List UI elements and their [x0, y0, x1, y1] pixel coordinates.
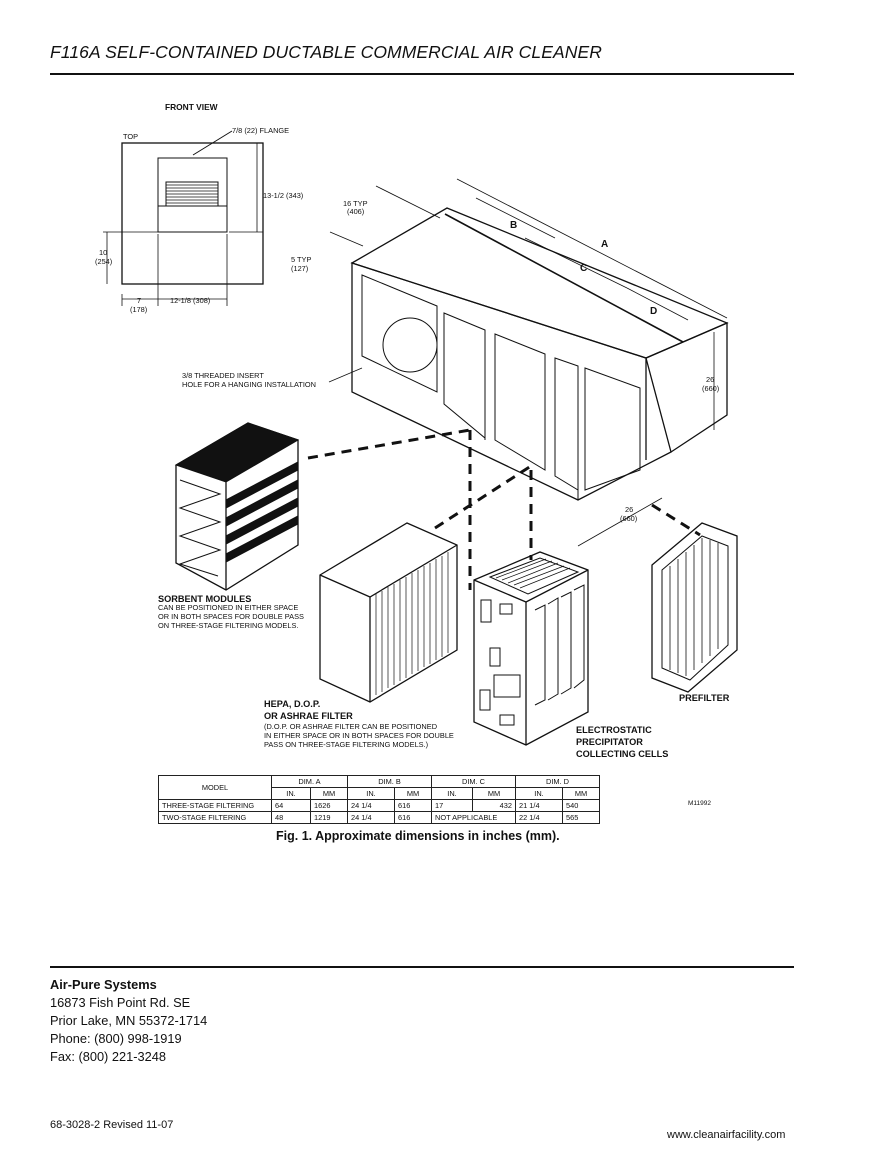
- table-header-dim-b: DIM. B: [348, 776, 432, 788]
- table-cell: 616: [395, 800, 432, 812]
- typ5-label: 5 TYP: [291, 255, 312, 264]
- table-subheader-mm: MM: [395, 788, 432, 800]
- typ16-mm-label: (406): [347, 207, 365, 216]
- front-view-outline: [122, 143, 263, 284]
- hepa-line-3: PASS ON THREE-STAGE FILTERING MODELS.): [264, 740, 429, 749]
- dim-d-label: D: [650, 306, 658, 317]
- unit-depth-mm-label: (660): [620, 514, 638, 523]
- company-address-1: 16873 Fish Point Rd. SE: [50, 995, 191, 1010]
- unit-depth-label: 26: [625, 505, 634, 514]
- typ5-mm-label: (127): [291, 264, 309, 273]
- company-address-2: Prior Lake, MN 55372-1714: [50, 1013, 208, 1028]
- figure-code: M11992: [688, 800, 712, 807]
- hepa-line-2: IN EITHER SPACE OR IN BOTH SPACES FOR DOUBLE: [264, 731, 454, 740]
- table-subheader-in: IN.: [272, 788, 311, 800]
- document-title: F116A SELF-CONTAINED DUCTABLE COMMERCIAL AIR CLEANER: [50, 42, 603, 62]
- company-fax: Fax: (800) 221-3248: [50, 1049, 166, 1064]
- table-subheader-in: IN.: [516, 788, 563, 800]
- table-cell-model: THREE-STAGE FILTERING: [159, 800, 272, 812]
- table-header-dim-d: DIM. D: [516, 776, 600, 788]
- table-subheader-mm: MM: [563, 788, 600, 800]
- table-cell-model: TWO-STAGE FILTERING: [159, 812, 272, 824]
- table-cell: 540: [563, 800, 600, 812]
- height-label: 13-1/2 (343): [263, 191, 304, 200]
- bottom-left-mm-label: (178): [130, 305, 148, 314]
- table-row: [159, 800, 600, 812]
- hepa-title-2: OR ASHRAE FILTER: [264, 711, 353, 721]
- table-cell: 432: [473, 800, 516, 812]
- table-cell: 22 1/4: [516, 812, 563, 824]
- unit-height-mm-label: (660): [702, 384, 720, 393]
- hepa-line-1: (D.O.P. OR ASHRAE FILTER CAN BE POSITIONED: [264, 722, 438, 731]
- company-name: Air-Pure Systems: [50, 977, 157, 992]
- table-header-dim-c: DIM. C: [432, 776, 516, 788]
- table-cell: 48: [272, 812, 311, 824]
- website-link[interactable]: www.cleanairfacility.com: [667, 1129, 786, 1141]
- company-info: [50, 976, 207, 1066]
- hepa-title-1: HEPA, D.O.P.: [264, 699, 321, 709]
- table-cell: 24 1/4: [348, 812, 395, 824]
- table-row: [159, 812, 600, 824]
- company-phone: Phone: (800) 998-1919: [50, 1031, 182, 1046]
- dim-b-label: B: [510, 220, 518, 231]
- insert-label-2: HOLE FOR A HANGING INSTALLATION: [182, 380, 317, 389]
- insert-label-1: 3/8 THREADED INSERT: [182, 371, 264, 380]
- sorbent-title: SORBENT MODULES: [158, 594, 252, 604]
- table-header-model: MODEL: [159, 776, 272, 800]
- hepa-filter: [320, 523, 457, 702]
- table-cell: 21 1/4: [516, 800, 563, 812]
- table-cell: 1626: [311, 800, 348, 812]
- front-view-heading: FRONT VIEW: [165, 102, 218, 112]
- table-cell: 24 1/4: [348, 800, 395, 812]
- left-mm-label: (254): [95, 257, 113, 266]
- bottom-left-in-label: 7: [137, 296, 142, 305]
- dim-a-label: A: [601, 239, 609, 250]
- table-cell: 17: [432, 800, 473, 812]
- figure-caption: Fig. 1. Approximate dimensions in inches (mm).: [276, 829, 560, 843]
- table-header-dim-a: DIM. A: [272, 776, 348, 788]
- table-subheader-in: IN.: [348, 788, 395, 800]
- footer-rule: [50, 966, 794, 968]
- sorbent-line-1: CAN BE POSITIONED IN EITHER SPACE: [158, 603, 299, 612]
- typ16-label: 16 TYP: [343, 199, 368, 208]
- front-view-flange: [158, 158, 227, 232]
- table-cell: NOT APPLICABLE: [432, 812, 516, 824]
- prefilter: [652, 523, 737, 692]
- left-in-label: 10: [99, 248, 108, 257]
- top-label: TOP: [123, 132, 139, 141]
- unit-height-label: 26: [706, 375, 715, 384]
- esp-line-3: COLLECTING CELLS: [576, 749, 669, 759]
- sorbent-line-3: ON THREE-STAGE FILTERING MODELS.: [158, 621, 299, 630]
- esp-line-2: PRECIPITATOR: [576, 737, 643, 747]
- flange-label: 7/8 (22) FLANGE: [232, 126, 290, 135]
- table-cell: 1219: [311, 812, 348, 824]
- esp-line-1: ELECTROSTATIC: [576, 725, 652, 735]
- width-label: 12-1/8 (308): [170, 296, 211, 305]
- document-number: 68-3028-2 Revised 11-07: [50, 1119, 174, 1131]
- table-cell: 64: [272, 800, 311, 812]
- table-subheader-in: IN.: [432, 788, 473, 800]
- table-subheader-mm: MM: [473, 788, 516, 800]
- table-subheader-mm: MM: [311, 788, 348, 800]
- dimension-table: [158, 775, 600, 824]
- sorbent-line-2: OR IN BOTH SPACES FOR DOUBLE PASS: [158, 612, 304, 621]
- prefilter-label: PREFILTER: [679, 693, 730, 703]
- dim-c-label: C: [580, 263, 588, 274]
- table-cell: 565: [563, 812, 600, 824]
- table-cell: 616: [395, 812, 432, 824]
